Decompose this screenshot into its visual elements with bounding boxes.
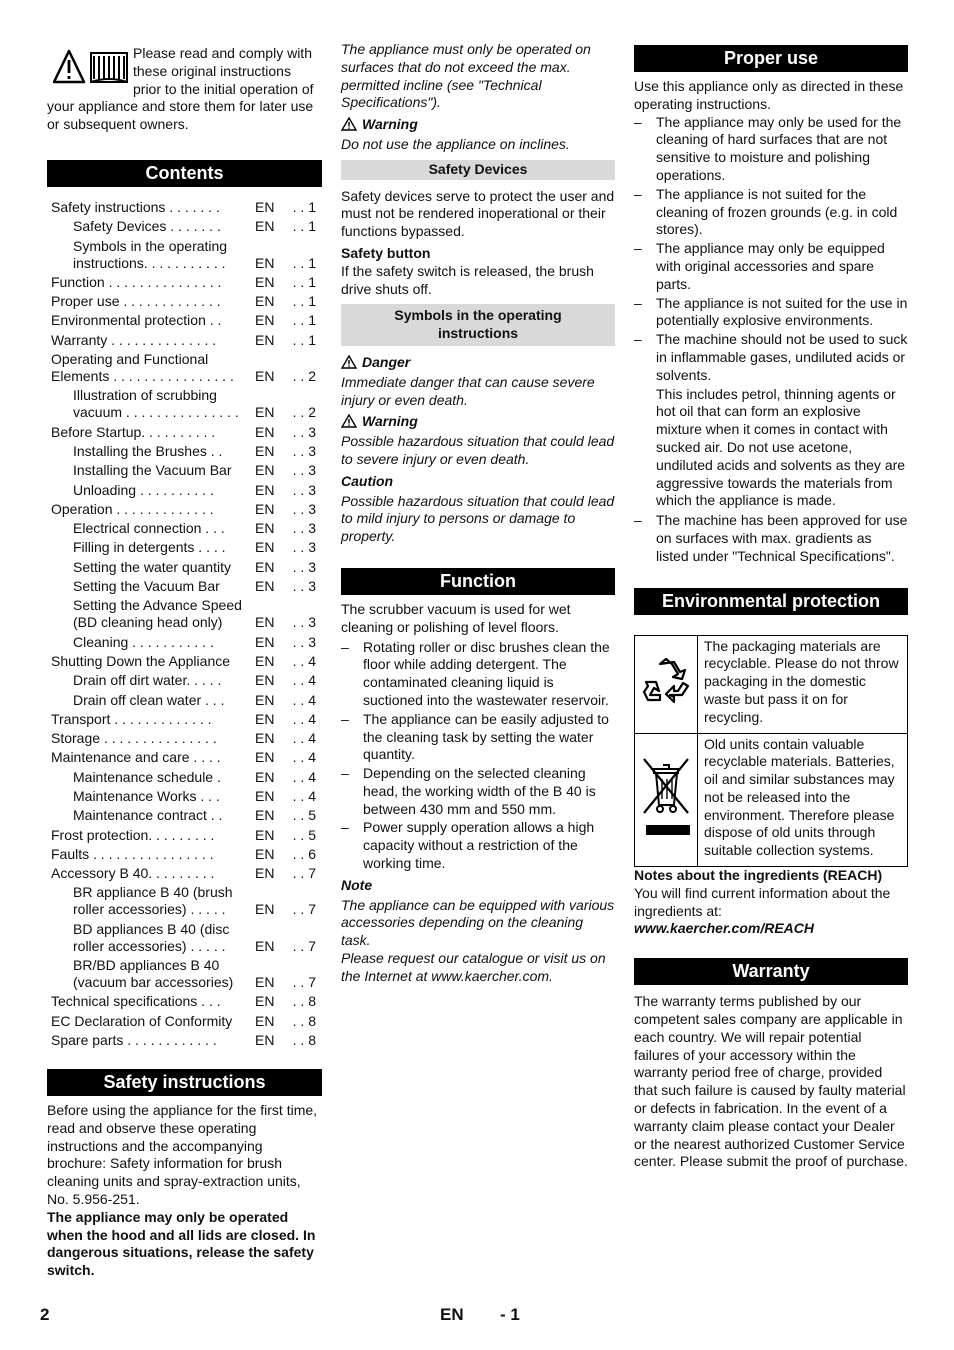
toc-entry-page: . . 3	[292, 614, 316, 631]
toc-entry-page: . . 7	[292, 901, 316, 918]
list-item: – Rotating roller or disc brushes clean the floor while adding detergent. The contaminated cleaning liquid is suctioned into the wastewater reservoir.	[341, 639, 615, 710]
toc-entry[interactable]	[51, 520, 322, 537]
toc-entry-language: EN	[255, 845, 275, 862]
toc-entry-page: . . 7	[292, 937, 316, 954]
toc-entry-language: EN	[255, 578, 275, 595]
proper-use-extra: This includes petrol, thinning agents or hot oil that can form an explosive mixture when it comes in contact with sucked air. Do not use acetone, undiluted acids and solvents as they are aggressive towards the materials from which the appliance is made.	[656, 385, 906, 509]
toc-entry-title: EC Declaration of Conformity	[51, 1012, 233, 1029]
toc-entry[interactable]	[51, 387, 322, 421]
list-item: – The machine should not be used to suck in inflammable gases, undiluted acids or solvents.	[634, 331, 908, 384]
safety-button-text: If the safety switch is released, the brush drive shuts off.	[341, 262, 594, 297]
toc-entry[interactable]	[51, 351, 322, 385]
toc-entry-title: Frost protection. . . . . . . . .	[51, 826, 215, 843]
toc-entry-language: EN	[255, 442, 275, 459]
toc-entry-language: EN	[255, 331, 275, 348]
environment-table	[634, 635, 908, 868]
toc-entry-title: Faults . . . . . . . . . . . . . . . .	[51, 845, 214, 862]
toc-entry-page: . . 4	[292, 730, 316, 747]
toc-entry-language: EN	[255, 558, 275, 575]
toc-entry[interactable]	[51, 274, 322, 291]
toc-entry[interactable]	[51, 730, 322, 747]
toc-entry[interactable]	[51, 807, 322, 824]
toc-entry[interactable]	[51, 1013, 322, 1030]
function-list	[341, 639, 615, 873]
warranty-heading: Warranty	[634, 958, 908, 985]
safety-bold-text: The appliance may only be operated when the hood and all lids are closed. In dangerous situations, release the safety switch.	[47, 1208, 316, 1279]
toc-entry-title: Setting the water quantity	[73, 558, 231, 575]
recycle-cell	[635, 635, 698, 733]
intro-block	[47, 45, 322, 134]
list-item: – The machine has been approved for use on surfaces with max. gradients as listed under "Technical Specifications".	[634, 512, 908, 565]
table-of-contents	[47, 199, 322, 1049]
toc-entry-language: EN	[255, 807, 275, 824]
toc-entry-language: EN	[255, 539, 275, 556]
toc-entry-page: . . 4	[292, 788, 316, 804]
list-item: – Depending on the selected cleaning head, the working width of the B 40 is between 430 mm and 550 mm.	[341, 765, 615, 818]
warning-icon	[341, 414, 357, 428]
proper-use-heading: Proper use	[634, 45, 908, 72]
toc-entry-page: . . 3	[292, 462, 316, 479]
column-middle	[341, 41, 615, 986]
toc-entry-title: Maintenance contract . .	[73, 807, 223, 824]
toc-entry-language: EN	[255, 672, 275, 689]
toc-entry-language: EN	[255, 901, 275, 918]
toc-entry[interactable]	[51, 653, 322, 670]
toc-entry-page: . . 4	[292, 691, 316, 708]
recycle-icon	[640, 656, 692, 708]
toc-entry-language: EN	[255, 500, 275, 517]
note-label: Note	[341, 876, 373, 893]
reach-heading: Notes about the ingredients (REACH)	[634, 867, 883, 884]
toc-entry[interactable]	[51, 424, 322, 441]
toc-entry[interactable]	[51, 293, 322, 310]
toc-entry-page: . . 2	[292, 404, 316, 421]
toc-entry-title: BR/BD appliances B 40 (vacuum bar accessories)	[73, 957, 234, 991]
column-right	[634, 45, 908, 1171]
toc-entry-language: EN	[255, 730, 275, 747]
toc-entry-page: . . 3	[292, 423, 316, 440]
toc-entry-page: . . 1	[292, 254, 316, 271]
toc-entry-language: EN	[255, 826, 275, 843]
list-item: – The appliance can be easily adjusted to the cleaning task by setting the water quantity.	[341, 711, 615, 764]
incline-text: The appliance must only be operated on surfaces that do not exceed the max. permitted incline (see "Technical Specifications").	[341, 41, 591, 111]
toc-entry-language: EN	[255, 254, 275, 271]
warning-icon	[341, 117, 357, 131]
toc-entry[interactable]	[51, 769, 322, 786]
footer-language: EN	[440, 1305, 464, 1324]
toc-entry-page: . . 4	[292, 768, 316, 785]
caution-text: Possible hazardous situation that could lead to mild injury to persons or damage to property.	[341, 492, 615, 545]
toc-entry-page: . . 7	[292, 974, 316, 991]
incline-warning-text: Do not use the appliance on inclines.	[341, 135, 570, 152]
toc-entry-title: Maintenance and care . . . .	[51, 749, 221, 766]
toc-entry-page: . . 3	[292, 539, 316, 556]
list-item: – The appliance is not suited for the use in potentially explosive environments.	[634, 295, 908, 331]
note-text-1: The appliance can be equipped with various accessories depending on the cleaning task.	[341, 896, 615, 949]
toc-entry[interactable]	[51, 827, 322, 844]
warning-word: Warning	[362, 413, 418, 430]
note-text-2: Please request our catalogue or visit us on the Internet at www.kaercher.com.	[341, 950, 606, 984]
toc-entry-language: EN	[255, 423, 275, 440]
toc-entry-language: EN	[255, 749, 275, 766]
toc-entry-title: Safety instructions . . . . . . .	[51, 198, 220, 215]
toc-entry-language: EN	[255, 368, 275, 385]
toc-entry-title: Transport . . . . . . . . . . . . .	[51, 710, 212, 727]
toc-entry-page: . . 5	[292, 807, 316, 824]
toc-entry[interactable]	[51, 865, 322, 882]
toc-entry[interactable]	[51, 443, 322, 460]
toc-entry-title: Safety Devices . . . . . . .	[73, 218, 221, 235]
toc-entry-title: Unloading . . . . . . . . . .	[73, 481, 214, 498]
toc-entry-language: EN	[255, 710, 275, 727]
warranty-text: The warranty terms published by our competent sales company are applicable in each country. We will repair potential failures of your accessory within the warranty period free of charge, provided that such failure is caused by faulty material or defects in fabrication. In the event of a warranty claim please contact your Dealer or the nearest authorized Customer Service center. Please submit the proof of purchase.	[634, 993, 908, 1170]
contents-heading: Contents	[47, 160, 322, 187]
footer-subpage: - 1	[500, 1305, 520, 1324]
toc-entry-page: . . 3	[292, 481, 316, 498]
toc-entry-language: EN	[255, 462, 275, 479]
toc-entry-title: Maintenance schedule .	[73, 768, 221, 785]
toc-entry-language: EN	[255, 633, 275, 650]
toc-entry[interactable]	[51, 482, 322, 499]
toc-entry-page: . . 4	[292, 710, 316, 727]
toc-entry-page: . . 1	[292, 312, 316, 329]
toc-entry-language: EN	[255, 1031, 275, 1048]
toc-entry-title: Setting the Advance Speed (BD cleaning head only)	[73, 597, 242, 631]
toc-entry-title: Electrical connection . . .	[73, 520, 225, 537]
toc-entry[interactable]	[51, 957, 322, 991]
toc-entry-page: . . 5	[292, 826, 316, 843]
function-heading: Function	[341, 568, 615, 595]
toc-entry[interactable]	[51, 332, 322, 349]
toc-entry-title: Cleaning . . . . . . . . . . .	[73, 633, 214, 650]
proper-use-list	[634, 114, 908, 385]
toc-entry-page: . . 8	[292, 1031, 316, 1048]
toc-entry-language: EN	[255, 937, 275, 954]
toc-entry-page: . . 3	[292, 558, 316, 575]
toc-entry-language: EN	[255, 520, 275, 537]
toc-entry-title: Symbols in the operating instructions. . . . . . . . . . .	[73, 237, 228, 271]
intro-text: Please read and comply with these original instructions prior to the initial operation of your appliance and store them for later use or subsequent owners.	[47, 45, 314, 133]
toc-entry-title: Drain off clean water . . .	[73, 691, 225, 708]
weee-cell	[635, 733, 698, 867]
toc-entry-title: Installing the Brushes . .	[73, 442, 223, 459]
toc-entry-page: . . 1	[292, 273, 316, 290]
toc-entry[interactable]	[51, 749, 322, 766]
warning-text: Possible hazardous situation that could lead to severe injury or even death.	[341, 433, 615, 467]
toc-entry-title: Drain off dirt water. . . . .	[73, 672, 222, 689]
toc-entry[interactable]	[51, 559, 322, 576]
toc-entry[interactable]	[51, 238, 322, 272]
toc-entry-page: . . 8	[292, 993, 316, 1010]
toc-entry-language: EN	[255, 691, 275, 708]
reach-text: You will find current information about the ingredients at:	[634, 884, 891, 919]
toc-entry-title: Operation . . . . . . . . . . . . .	[51, 500, 214, 517]
incline-warning-label	[341, 116, 615, 134]
warning-read-manual-icon	[53, 49, 131, 85]
toc-entry-title: Technical specifications . . .	[51, 993, 221, 1010]
toc-entry-page: . . 1	[292, 198, 316, 215]
safety-instructions-heading: Safety instructions	[47, 1069, 322, 1096]
caution-label: Caution	[341, 472, 394, 489]
danger-icon	[341, 355, 357, 369]
toc-entry-page: . . 6	[292, 845, 316, 862]
toc-entry-page: . . 1	[292, 218, 316, 235]
toc-entry[interactable]	[51, 921, 322, 955]
list-item: – Power supply operation allows a high capacity without a restriction of the working time.	[341, 819, 615, 872]
toc-entry-page: . . 4	[292, 749, 316, 766]
toc-entry[interactable]	[51, 711, 322, 728]
toc-entry-language: EN	[255, 974, 275, 991]
toc-entry-title: BR appliance B 40 (brush roller accessories) . . . . .	[73, 884, 233, 918]
toc-entry-language: EN	[255, 1012, 275, 1029]
toc-entry-page: . . 4	[292, 652, 316, 669]
toc-entry-page: . . 1	[292, 293, 316, 310]
danger-label	[341, 354, 615, 372]
symbols-heading: Symbols in the operating instructions	[341, 304, 615, 346]
safety-devices-heading: Safety Devices	[341, 160, 615, 180]
toc-entry-language: EN	[255, 218, 275, 235]
toc-entry-page: . . 3	[292, 442, 316, 459]
toc-entry[interactable]	[51, 462, 322, 479]
toc-entry[interactable]	[51, 539, 322, 556]
toc-entry-page: . . 2	[292, 368, 316, 385]
toc-entry-language: EN	[255, 481, 275, 498]
toc-entry-title: Accessory B 40. . . . . . . . .	[51, 865, 215, 882]
toc-entry-title: Setting the Vacuum Bar	[73, 578, 220, 595]
toc-entry-language: EN	[255, 614, 275, 631]
toc-entry-page: . . 3	[292, 633, 316, 650]
toc-entry[interactable]	[51, 993, 322, 1010]
toc-entry[interactable]	[51, 692, 322, 709]
danger-text: Immediate danger that can cause severe injury or even death.	[341, 373, 595, 408]
column-left	[47, 45, 322, 1279]
toc-entry-language: EN	[255, 788, 275, 804]
manual-icons	[53, 49, 133, 87]
toc-entry[interactable]	[51, 788, 322, 805]
toc-entry[interactable]	[51, 884, 322, 918]
toc-entry-page: . . 3	[292, 520, 316, 537]
incline-warning-word: Warning	[362, 116, 418, 133]
toc-entry-language: EN	[255, 273, 275, 290]
toc-entry-language: EN	[255, 768, 275, 785]
toc-entry[interactable]	[51, 578, 322, 595]
toc-entry-title: Illustration of scrubbing vacuum . . . . . . . . . . . . . . .	[73, 387, 239, 421]
environmental-protection-heading: Environmental protection	[634, 588, 908, 615]
proper-use-intro: Use this appliance only as directed in these operating instructions.	[634, 78, 904, 112]
toc-entry-language: EN	[255, 293, 275, 310]
list-item: – The appliance may only be used for the cleaning of hard surfaces that are not sensitive to moisture and polishing operations.	[634, 114, 908, 185]
toc-entry-language: EN	[255, 404, 275, 421]
proper-use-list-last	[634, 512, 908, 565]
toc-entry[interactable]	[51, 1032, 322, 1049]
toc-entry-page: . . 7	[292, 865, 316, 882]
toc-entry-language: EN	[255, 865, 275, 882]
table-row	[635, 733, 908, 867]
crossed-bin-icon	[640, 755, 692, 839]
toc-entry-title: Installing the Vacuum Bar	[73, 462, 232, 479]
list-item: – The appliance is not suited for the cleaning of frozen grounds (e.g. in cold stores).	[634, 186, 908, 239]
toc-entry-title: Storage . . . . . . . . . . . . . . .	[51, 730, 217, 747]
toc-entry-title: Warranty . . . . . . . . . . . . . .	[51, 331, 217, 348]
toc-entry[interactable]	[51, 597, 322, 631]
function-text: The scrubber vacuum is used for wet cleaning or polishing of level floors.	[341, 600, 571, 635]
toc-entry-title: Filling in detergents . . . .	[73, 539, 226, 556]
toc-entry-title: Before Startup. . . . . . . . . .	[51, 423, 216, 440]
toc-entry[interactable]	[51, 312, 322, 329]
toc-entry-title: Operating and Functional Elements . . . . . . . . . . . . . . . .	[51, 351, 234, 385]
page-number: 2	[40, 1305, 50, 1324]
safety-button-heading: Safety button	[341, 244, 431, 261]
toc-entry-page: . . 4	[292, 672, 316, 689]
toc-entry[interactable]	[51, 199, 322, 216]
toc-entry-title: Environmental protection . .	[51, 312, 222, 329]
toc-entry[interactable]	[51, 501, 322, 518]
danger-word: Danger	[362, 353, 411, 370]
safety-intro-text: Before using the appliance for the first time, read and observe these operating instructions and the accompanying brochure: Safety information for brush cleaning units and spray-extraction units, No. 5.956-251.	[47, 1102, 318, 1207]
toc-entry-title: Shutting Down the Appliance	[51, 652, 231, 669]
table-row	[635, 635, 908, 733]
toc-entry-page: . . 3	[292, 500, 316, 517]
toc-entry-title: BD appliances B 40 (disc roller accessories) . . . . .	[73, 920, 230, 954]
toc-entry[interactable]	[51, 672, 322, 689]
toc-entry-language: EN	[255, 652, 275, 669]
toc-entry-page: . . 1	[292, 331, 316, 348]
list-item: – The appliance may only be equipped with original accessories and spare parts.	[634, 240, 908, 293]
toc-entry-page: . . 8	[292, 1012, 316, 1029]
toc-entry-title: Spare parts . . . . . . . . . . . .	[51, 1031, 217, 1048]
toc-entry-language: EN	[255, 312, 275, 329]
reach-link[interactable]: www.kaercher.com/REACH	[634, 920, 814, 937]
safety-instructions-body	[47, 1102, 322, 1280]
safety-devices-text: Safety devices serve to protect the user and must not be rendered inoperational or their functions bypassed.	[341, 187, 615, 240]
toc-entry[interactable]	[51, 218, 322, 235]
toc-entry[interactable]	[51, 634, 322, 651]
toc-entry-title: Maintenance Works . . .	[73, 788, 220, 804]
warning-label	[341, 413, 615, 431]
toc-entry-title: Function . . . . . . . . . . . . . . .	[51, 273, 222, 290]
toc-entry[interactable]	[51, 846, 322, 863]
toc-entry-title: Proper use . . . . . . . . . . . . .	[51, 293, 221, 310]
toc-entry-language: EN	[255, 993, 275, 1010]
weee-text: Old units contain valuable recyclable materials. Batteries, oil and similar substances may not be released into the environment. Therefore please dispose of old units through suitable collection systems.	[698, 733, 908, 867]
recycle-text: The packaging materials are recyclable. Please do not throw packaging in the domestic waste but pass it on for recycling.	[698, 635, 908, 733]
toc-entry-page: . . 3	[292, 578, 316, 595]
toc-entry-language: EN	[255, 198, 275, 215]
